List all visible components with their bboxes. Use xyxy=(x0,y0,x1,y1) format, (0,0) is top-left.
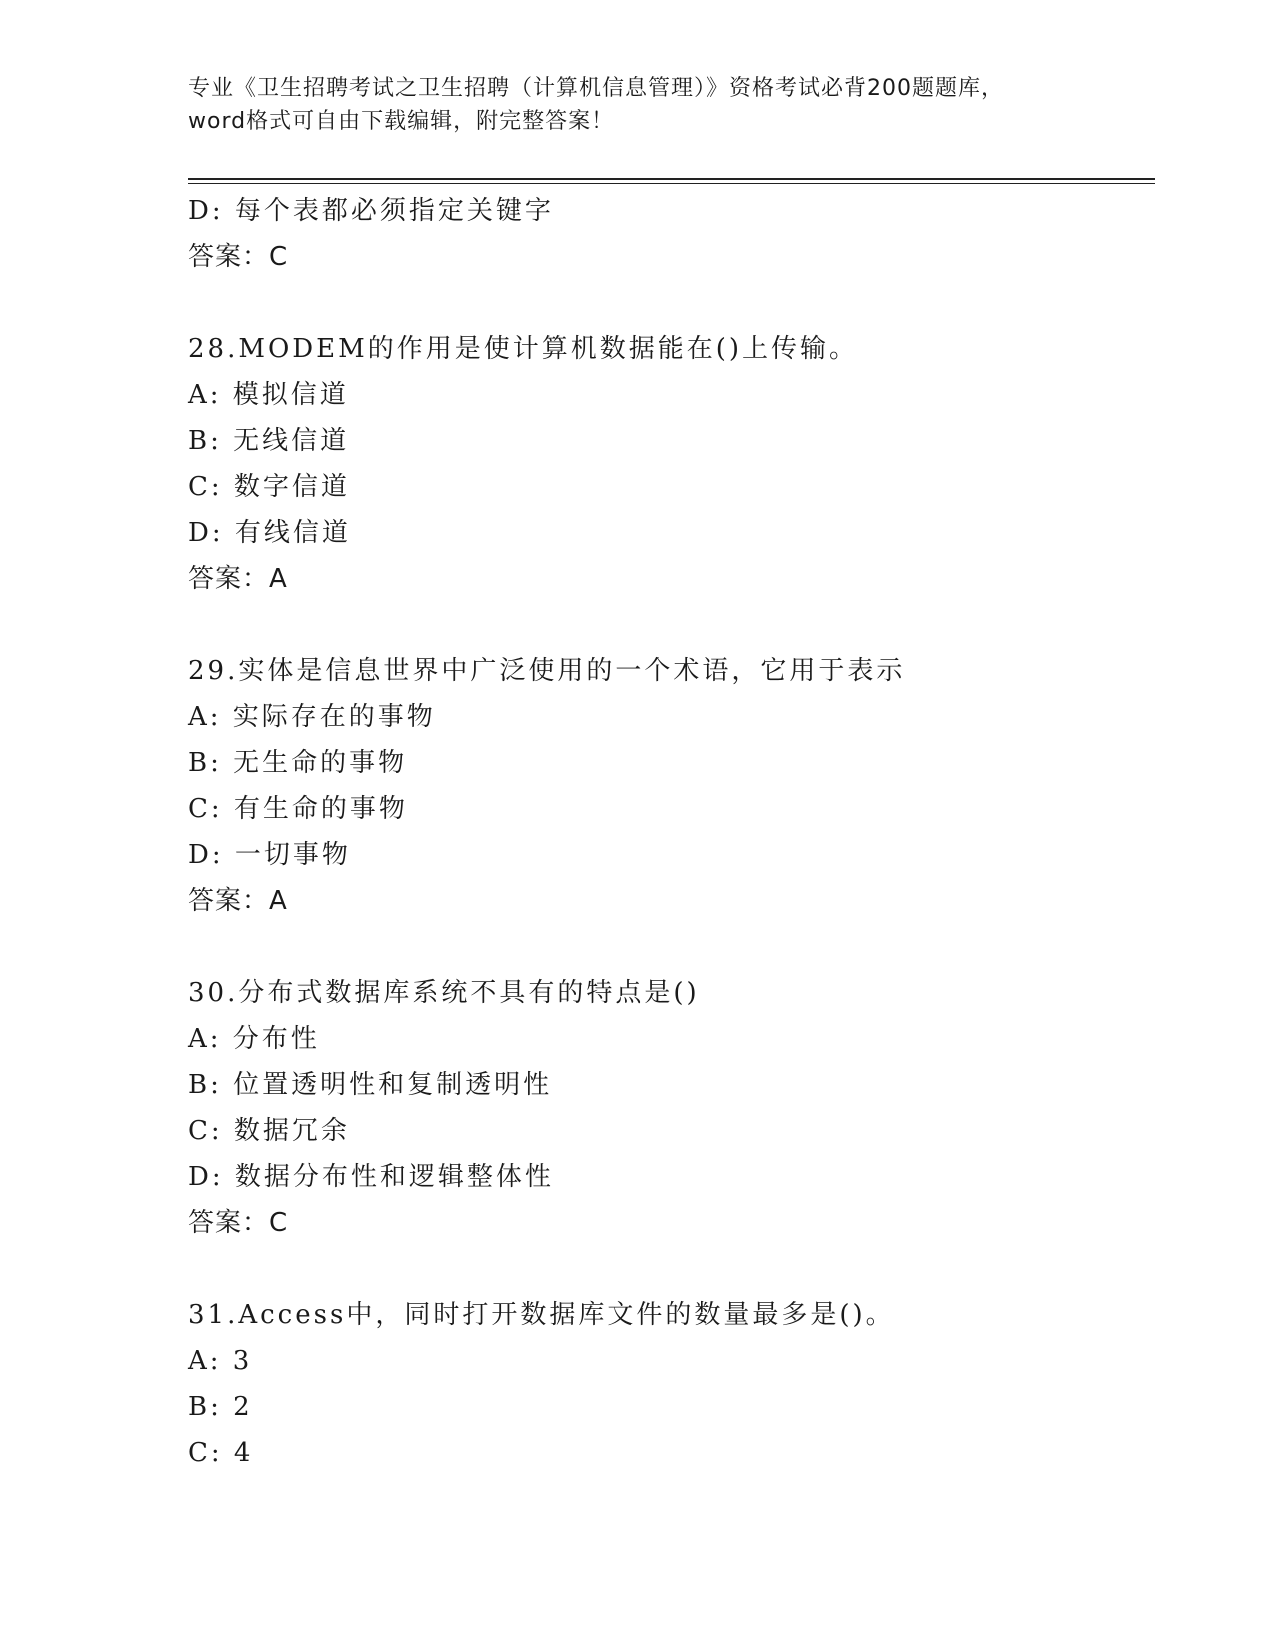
option-c: C: 有生命的事物 xyxy=(188,794,408,824)
option-a: A: 模拟信道 xyxy=(188,380,349,410)
question-29 xyxy=(188,648,1148,924)
option-b: B: 无生命的事物 xyxy=(188,748,408,778)
prev-option-d: D: 每个表都必须指定关键字 xyxy=(188,196,554,226)
question-30 xyxy=(188,970,1148,1246)
option-d: D: 数据分布性和逻辑整体性 xyxy=(188,1162,554,1192)
option-d: D: 一切事物 xyxy=(188,840,351,870)
option-b: B: 无线信道 xyxy=(188,426,350,456)
spacer xyxy=(188,1246,1148,1292)
question-stem: 30.分布式数据库系统不具有的特点是() xyxy=(188,978,700,1008)
answer: 答案：C xyxy=(188,1208,289,1238)
answer: 答案：A xyxy=(188,564,288,594)
question-list xyxy=(188,188,1148,1476)
option-a: A: 实际存在的事物 xyxy=(188,702,436,732)
document-header xyxy=(188,72,1088,138)
spacer xyxy=(188,924,1148,970)
option-b: B: 2 xyxy=(188,1392,253,1422)
option-d: D: 有线信道 xyxy=(188,518,351,548)
option-b: B: 位置透明性和复制透明性 xyxy=(188,1070,553,1100)
question-stem: 28.MODEM的作用是使计算机数据能在()上传输。 xyxy=(188,334,859,364)
question-31 xyxy=(188,1292,1148,1476)
spacer xyxy=(188,602,1148,648)
question-28 xyxy=(188,326,1148,602)
option-a: A: 分布性 xyxy=(188,1024,320,1054)
answer: 答案：A xyxy=(188,886,288,916)
option-c: C: 4 xyxy=(188,1438,254,1468)
option-c: C: 数字信道 xyxy=(188,472,350,502)
spacer xyxy=(188,280,1148,326)
question-stem: 31.Access中，同时打开数据库文件的数量最多是()。 xyxy=(188,1300,895,1330)
header-line-2: word格式可自由下载编辑，附完整答案！ xyxy=(188,109,615,134)
header-divider-thick xyxy=(188,178,1155,180)
prev-answer: 答案：C xyxy=(188,242,289,272)
header-divider-thin xyxy=(188,183,1155,184)
question-stem: 29.实体是信息世界中广泛使用的一个术语，它用于表示 xyxy=(188,656,906,686)
header-line-1: 专业《卫生招聘考试之卫生招聘（计算机信息管理）》资格考试必背200题题库， xyxy=(188,76,1004,101)
option-c: C: 数据冗余 xyxy=(188,1116,350,1146)
option-a: A: 3 xyxy=(188,1346,253,1376)
